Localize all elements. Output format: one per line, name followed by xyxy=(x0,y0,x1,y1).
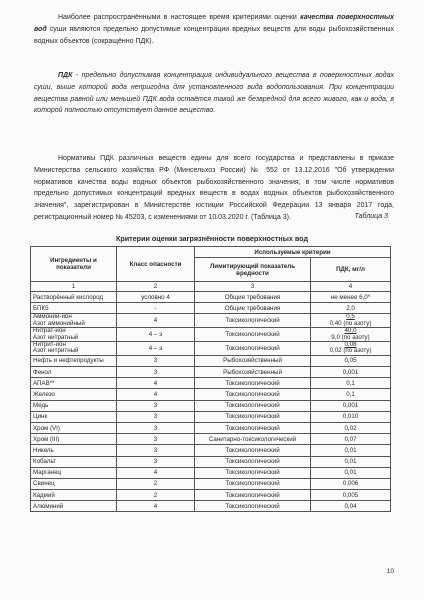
col-number: 3 xyxy=(195,282,311,292)
table-row xyxy=(31,355,391,366)
table-row xyxy=(31,328,391,342)
hazard-class-cell: условно 4 xyxy=(117,292,195,303)
ingredient-cell: Хром (III) xyxy=(31,434,117,445)
header-ingredients: Ингредиенты и показатели xyxy=(31,247,117,282)
ingredient-cell: Свинец xyxy=(31,478,117,489)
pdk-cell: 0,005 xyxy=(311,490,391,501)
pdk-cell xyxy=(311,314,391,328)
limiting-cell: Рыбохозяйственный xyxy=(195,367,311,378)
pdk-cell: 0,01 xyxy=(311,456,391,467)
table-body xyxy=(31,292,391,512)
pdk-cell-line1: 40,0 xyxy=(344,327,357,335)
limiting-cell: Токсикологический xyxy=(195,456,311,467)
limiting-cell: Токсикологический xyxy=(195,328,311,342)
ingredient-cell xyxy=(31,342,117,356)
pdk-cell: 0,07 xyxy=(311,434,391,445)
hazard-class-cell: 3 xyxy=(117,434,195,445)
limiting-cell: Токсикологический xyxy=(195,400,311,411)
header-criteria: Используемые критерии xyxy=(195,247,391,258)
ingredient-cell-line1: Аммоний-ион xyxy=(33,313,72,321)
ingredient-cell: Марганец xyxy=(31,467,117,478)
hazard-class-cell: 3 xyxy=(117,400,195,411)
table-row xyxy=(31,478,391,489)
col-number: 1 xyxy=(31,282,117,292)
pdk-cell-line2: 0,40 (по азоту) xyxy=(329,319,372,327)
ingredient-cell-line2: Азот нитратный xyxy=(33,333,79,341)
pdk-cell-line1: 0,08 xyxy=(344,341,357,348)
ingredient-cell: Медь xyxy=(31,400,117,411)
hazard-class-cell: 2 xyxy=(117,478,195,489)
hazard-class-cell: 4 – э xyxy=(117,342,195,356)
norms-paragraph: Нормативы ПДК различных веществ едины для всего государства и представлены в приказе Министерства сельского хозяйства РФ (Минсельхоз России) № 552 от 13.12.2016 "Об утверждении нормативов качества воды водных объектов рыбохозяйственного значения, в том числе нормативов предельно допустимых концентраций вредных веществ в водах водных объектов рыбохозяйственного значения", зарегистрирован в Министерстве юстиции Российской Федерации 13 января 2017 года, регистрационный номер № 45203, с изменениями от 10.03.2020 г. (Таблица 3). xyxy=(34,155,394,221)
limiting-cell: Токсикологический xyxy=(195,422,311,433)
hazard-class-cell: 3 xyxy=(117,355,195,366)
hazard-class-cell: 3 xyxy=(117,411,195,422)
ingredient-cell: БПК5 xyxy=(31,303,117,314)
intro-text: Наиболее распространёнными в настоящее время критериями оценки xyxy=(58,14,301,21)
limiting-cell: Токсикологический xyxy=(195,411,311,422)
limiting-cell: Токсикологический xyxy=(195,378,311,389)
limiting-cell: Рыбохозяйственный xyxy=(195,355,311,366)
limiting-cell: Токсикологический xyxy=(195,467,311,478)
hazard-class-cell: - xyxy=(117,303,195,314)
pdk-cell: 0,010 xyxy=(311,411,391,422)
ingredient-cell xyxy=(31,314,117,328)
pdk-cell: 0,001 xyxy=(311,367,391,378)
ingredient-cell: Хром (VI) xyxy=(31,422,117,433)
intro-text-end: суши являются предельно допустимые концентрации вредных веществ для воды рыбохозяйственных водных объектов (сокращённо ПДК). xyxy=(34,25,394,45)
table-row xyxy=(31,303,391,314)
limiting-cell: Токсикологический xyxy=(195,342,311,356)
ingredient-cell-line1: Нитрат-ион xyxy=(33,327,66,335)
pdk-cell: 0,1 xyxy=(311,378,391,389)
pdk-cell: 0,05 xyxy=(311,355,391,366)
table-row xyxy=(31,378,391,389)
ingredient-cell-line1: Нитрит-ион xyxy=(33,341,66,348)
intro-emphasis: качества поверхностных вод xyxy=(34,14,395,33)
table-row xyxy=(31,422,391,433)
hazard-class-cell: 4 xyxy=(117,378,195,389)
table-number: Таблица 3 xyxy=(354,213,388,220)
table-row xyxy=(31,400,391,411)
limiting-cell: Общие требования xyxy=(195,303,311,314)
header-limiting: Лимитирующий показатель вредности xyxy=(195,258,311,282)
hazard-class-cell: 4 xyxy=(117,314,195,328)
ingredient-cell: Фенол xyxy=(31,367,117,378)
pdk-term: ПДК xyxy=(58,72,73,79)
table-row xyxy=(31,456,391,467)
table-row xyxy=(31,314,391,328)
ingredient-cell: Цинк xyxy=(31,411,117,422)
pdk-text: - предельно допустимая концентрация индивидуального вещества в поверхностных водах суши, выше которой вода непригодна для установленного вида водопользования. При концентрации вещества равной или меньшей ПДК вода остаётся такой же безвредной для всего живого, как и вода, в которой полностью отсутствует данное вещество. xyxy=(34,72,394,115)
ingredient-cell-line2: Азот нитритный xyxy=(33,347,79,355)
limiting-cell: Токсикологический xyxy=(195,314,311,328)
ingredient-cell: АПАВ** xyxy=(31,378,117,389)
hazard-class-cell: 3 xyxy=(117,367,195,378)
limiting-cell: Токсикологический xyxy=(195,490,311,501)
hazard-class-cell: 2 xyxy=(117,490,195,501)
pdk-cell: 0,006 xyxy=(311,478,391,489)
pdk-cell xyxy=(311,328,391,342)
pdk-cell: 0,01 xyxy=(311,445,391,456)
pdk-definition xyxy=(34,70,394,117)
pdk-cell-line2: 9,0 (по азоту) xyxy=(331,333,370,341)
page-number: 10 xyxy=(386,568,394,575)
limiting-cell: Токсикологический xyxy=(195,389,311,400)
header-pdk: ПДК, мг/л xyxy=(311,258,391,282)
hazard-class-cell: 4 – э xyxy=(117,328,195,342)
pdk-cell: 0,04 xyxy=(311,501,391,512)
table-row xyxy=(31,445,391,456)
col-number: 4 xyxy=(311,282,391,292)
limiting-cell: Токсикологический xyxy=(195,445,311,456)
ingredient-cell-line2: Азот аммонийный xyxy=(33,319,85,327)
pdk-cell: 2,0 xyxy=(311,303,391,314)
ingredient-cell: Кобальт xyxy=(31,456,117,467)
table-row xyxy=(31,490,391,501)
limiting-cell: Санитарно-токсикологический xyxy=(195,434,311,445)
pdk-cell: не менее 6,0* xyxy=(311,292,391,303)
pdk-cell: 0,1 xyxy=(311,389,391,400)
ingredient-cell: Алюминий xyxy=(31,501,117,512)
table-row xyxy=(31,434,391,445)
ingredient-cell: Железо xyxy=(31,389,117,400)
ingredient-cell: Растворённый кислород xyxy=(31,292,117,303)
ingredient-cell xyxy=(31,328,117,342)
table-row xyxy=(31,389,391,400)
col-number: 2 xyxy=(117,282,195,292)
table-row xyxy=(31,501,391,512)
hazard-class-cell: 4 xyxy=(117,501,195,512)
limiting-cell: Общие требования xyxy=(195,292,311,303)
table-row xyxy=(31,292,391,303)
hazard-class-cell: 4 xyxy=(117,389,195,400)
hazard-class-cell: 3 xyxy=(117,456,195,467)
intro-paragraph xyxy=(34,12,394,47)
criteria-table xyxy=(30,246,391,512)
ingredient-cell: Кадмий xyxy=(31,490,117,501)
table-row xyxy=(31,411,391,422)
limiting-cell: Токсикологический xyxy=(195,478,311,489)
ingredient-cell: Никель xyxy=(31,445,117,456)
ingredient-cell: Нефть и нефтепродукты xyxy=(31,355,117,366)
table-row xyxy=(31,367,391,378)
hazard-class-cell: 3 xyxy=(117,445,195,456)
pdk-cell xyxy=(311,342,391,356)
pdk-cell-line1: 0,5 xyxy=(346,313,355,321)
pdk-cell: 0,001 xyxy=(311,400,391,411)
limiting-cell: Токсикологический xyxy=(195,501,311,512)
pdk-cell-line2: 0,02 (по азоту) xyxy=(329,347,372,355)
pdk-cell: 0,01 xyxy=(311,467,391,478)
table-title: Критерии оценки загрязнённости поверхностных вод xyxy=(115,234,309,243)
header-hazard-class: Класс опасности xyxy=(117,247,195,282)
hazard-class-cell: 3 xyxy=(117,422,195,433)
table-row xyxy=(31,342,391,356)
table-row xyxy=(31,467,391,478)
hazard-class-cell: 4 xyxy=(117,467,195,478)
pdk-cell: 0,02 xyxy=(311,422,391,433)
